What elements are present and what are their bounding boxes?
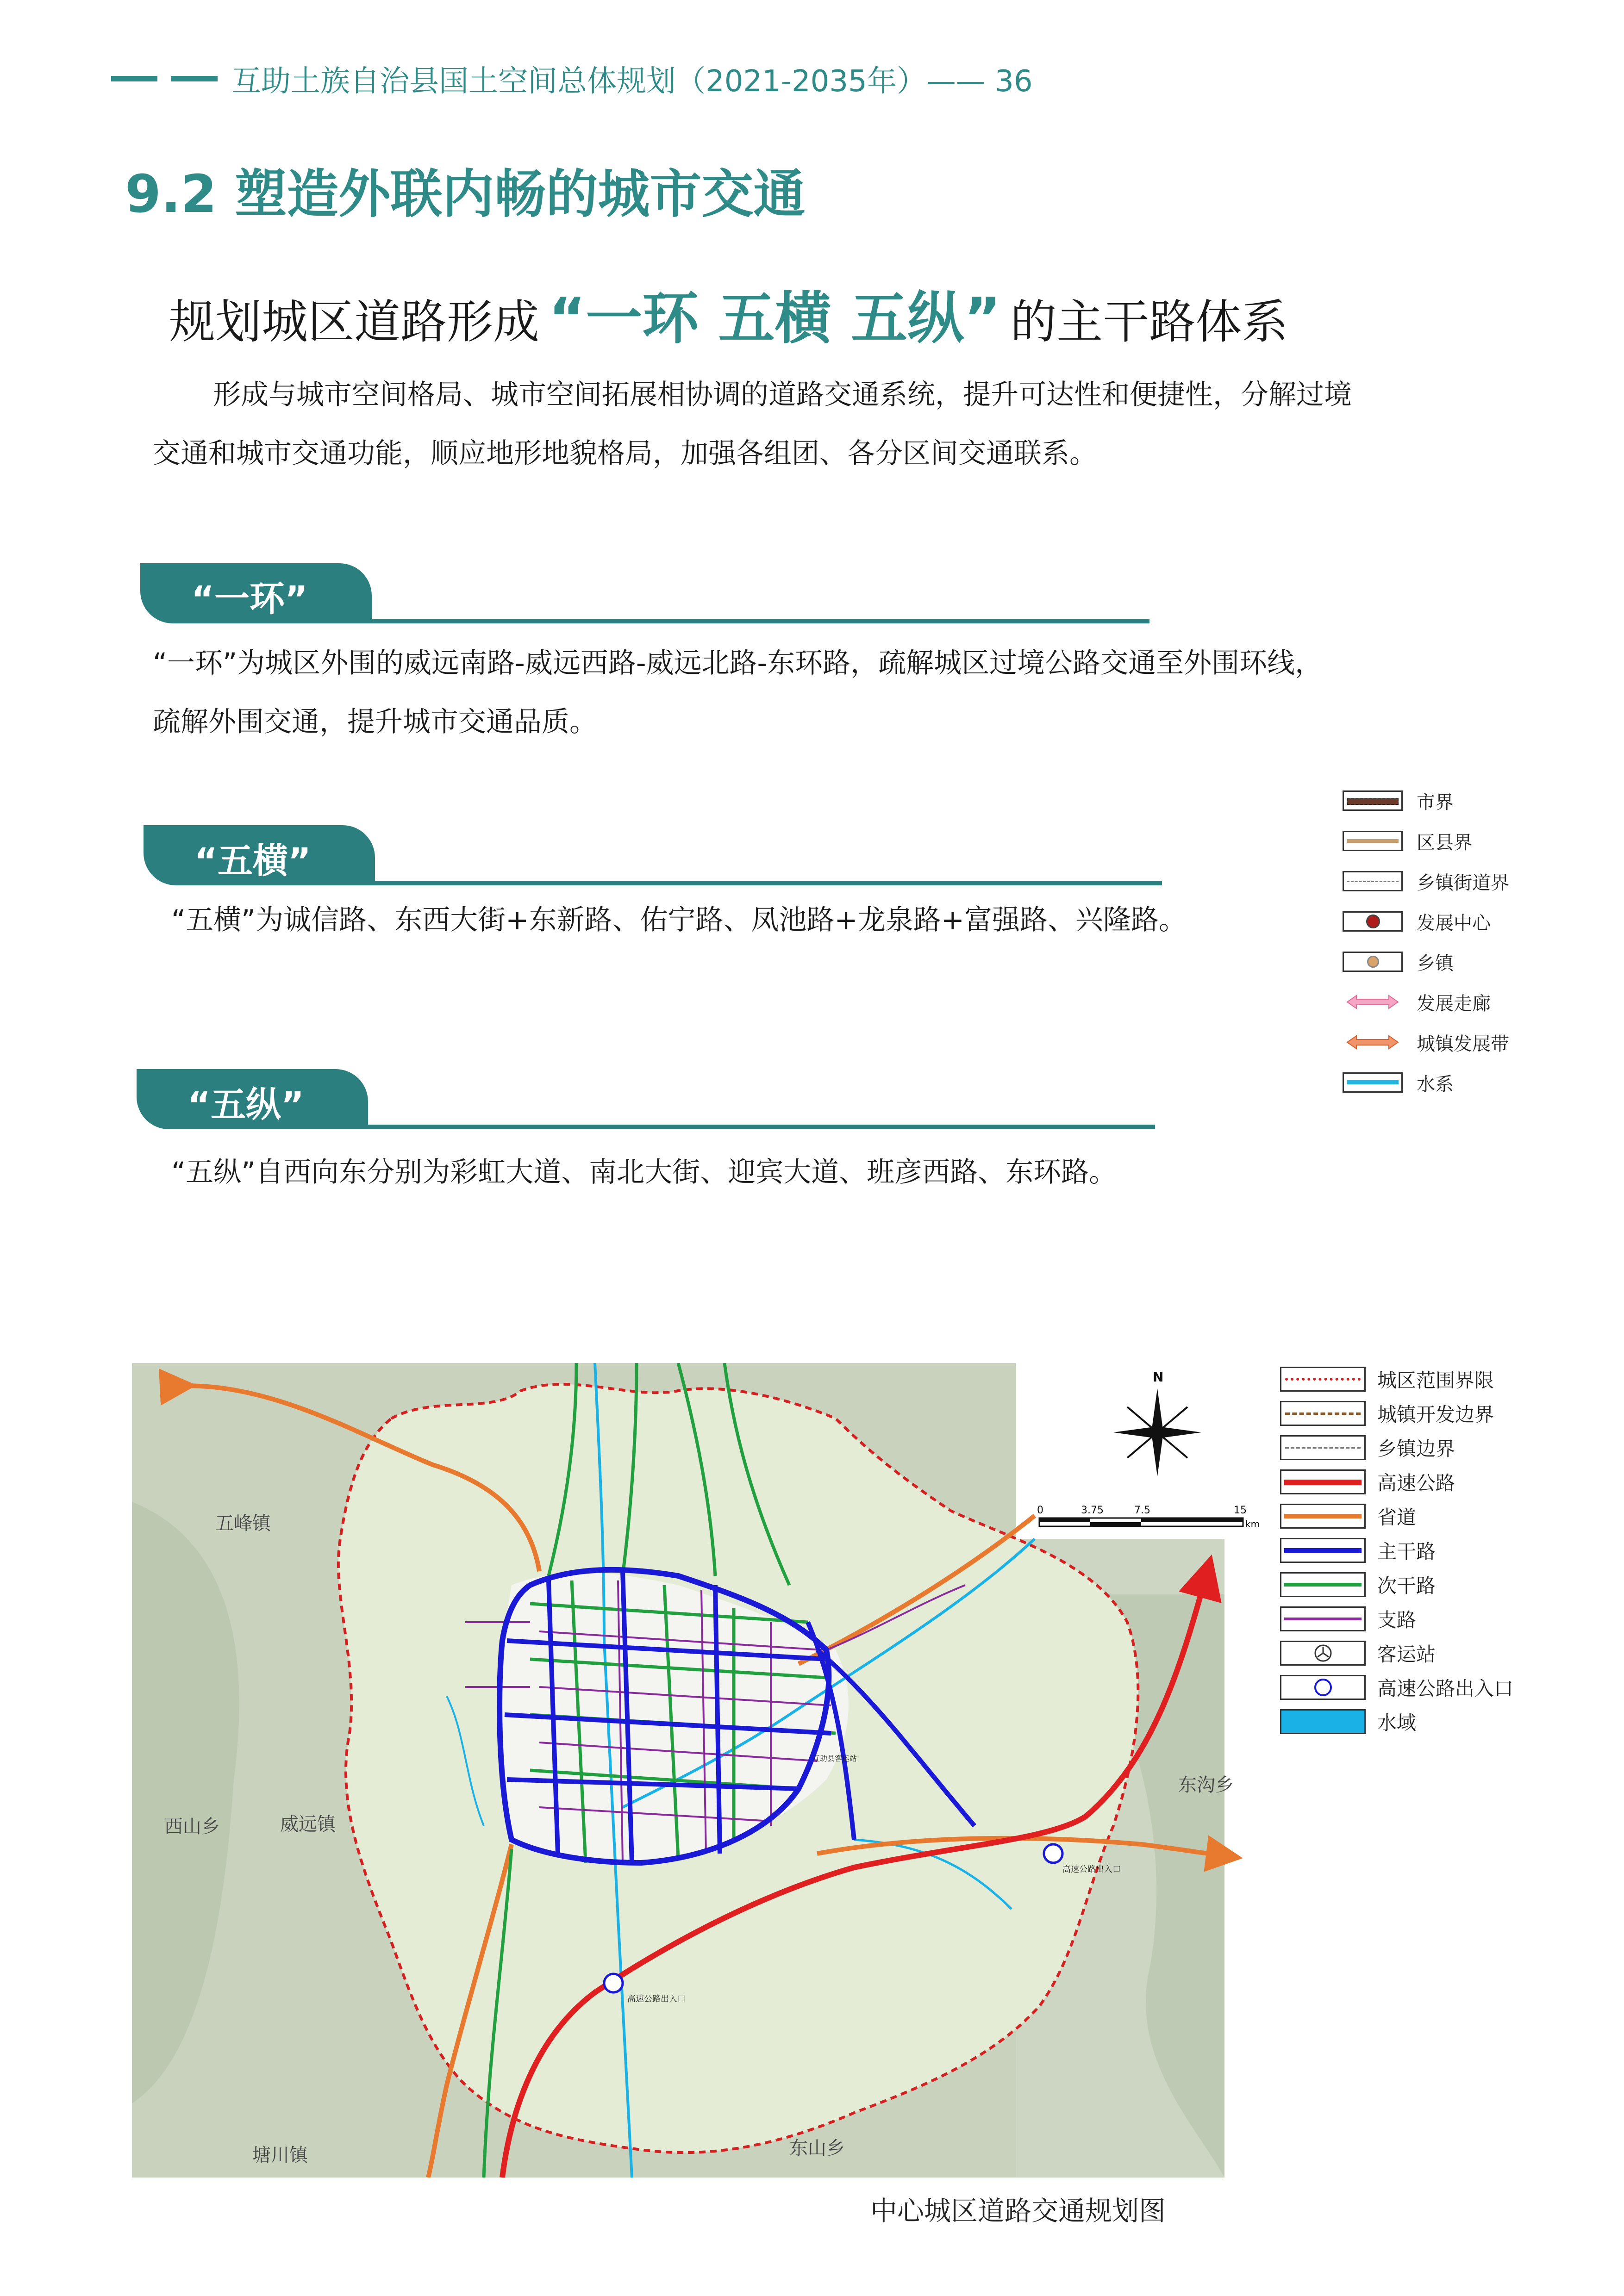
legend-item: 次干路 <box>1280 1568 1436 1601</box>
water-system-swatch <box>1343 1072 1403 1093</box>
urban-boundary-swatch <box>1280 1367 1366 1392</box>
legend-item: 城镇开发边界 <box>1280 1397 1494 1430</box>
legend-item: 乡镇边界 <box>1280 1431 1455 1464</box>
township-icon <box>1343 952 1403 972</box>
section-tab-vertical <box>137 1069 1155 1129</box>
svg-text:km: km <box>1245 1518 1260 1530</box>
ring-line-1: “一环”为城区外围的威远南路-威远西路-威远北路-东环路，疏解城区过境公路交通至外围环线， <box>153 647 1323 679</box>
place-name-xishan: 西山乡 <box>164 1817 220 1837</box>
tab-underline <box>366 881 1162 885</box>
branch-road-swatch <box>1280 1606 1366 1631</box>
legend-item: 城区范围界限 <box>1280 1363 1494 1395</box>
legend-item: 支路 <box>1280 1603 1416 1635</box>
svg-text:0: 0 <box>1037 1505 1043 1516</box>
subtitle-after: 的主干路体系 <box>1010 295 1288 349</box>
vertical-line-1: “五纵”自西向东分别为彩虹大道、南北大街、迎宾大道、班彦西路、东环路。 <box>171 1156 1117 1188</box>
subtitle <box>169 273 1288 354</box>
svg-text:3.75: 3.75 <box>1081 1505 1104 1516</box>
tab-label: “一环” <box>191 578 308 619</box>
expressway-swatch <box>1280 1469 1366 1494</box>
tab-label: “五横” <box>194 840 311 881</box>
legend-item: 乡镇 <box>1343 948 1454 976</box>
expressway-exit-icon-south <box>604 1974 623 1992</box>
county-boundary-swatch <box>1343 831 1403 851</box>
legend-item: 省道 <box>1280 1500 1416 1532</box>
intro-paragraph <box>153 366 1537 483</box>
city-boundary-swatch <box>1343 790 1403 811</box>
expressway-exit-icon <box>1280 1675 1366 1700</box>
bus-station-icon <box>1280 1641 1366 1666</box>
tab-label: “五纵” <box>187 1084 304 1125</box>
place-name-donggou: 东沟乡 <box>1178 1775 1234 1795</box>
header-dash-decoration <box>171 76 218 81</box>
bus-station-label: 互助县客运站 <box>812 1754 857 1763</box>
exit-label-east: 高速公路出入口 <box>1062 1865 1121 1874</box>
development-center-icon <box>1343 911 1403 932</box>
urban-development-belt-icon <box>1343 1032 1403 1052</box>
section-tab-horizontal <box>144 825 1162 885</box>
provincial-road-swatch <box>1280 1504 1366 1529</box>
intro-line-2: 交通和城市交通功能，顺应地形地貌格局，加强各组团、各分区间交通联系。 <box>153 437 1097 470</box>
svg-text:N: N <box>1153 1369 1164 1385</box>
svg-text:15: 15 <box>1234 1505 1247 1516</box>
legend-item: 水域 <box>1280 1705 1416 1738</box>
page-header <box>111 51 1033 106</box>
subtitle-highlight: “一环 五横 五纵” <box>549 286 1001 351</box>
header-title: 互助土族自治县国土空间总体规划（2021-2035年）—— 36 <box>231 64 1033 99</box>
map-caption: 中心城区道路交通规划图 <box>870 2195 1166 2227</box>
legend-item: 主干路 <box>1280 1534 1436 1567</box>
exit-label-south: 高速公路出入口 <box>627 1994 686 2004</box>
map-canvas <box>132 1363 1266 2178</box>
svg-text:7.5: 7.5 <box>1134 1505 1150 1516</box>
tab-underline <box>362 619 1149 623</box>
ring-paragraph <box>153 634 1537 752</box>
vertical-paragraph <box>171 1143 1329 1202</box>
secondary-road-swatch <box>1280 1572 1366 1597</box>
legend-item: 高速公路 <box>1280 1466 1455 1498</box>
legend-item: 高速公路出入口 <box>1280 1671 1513 1704</box>
place-name-tangchuan: 塘川镇 <box>252 2145 308 2165</box>
legend-item: 市界 <box>1343 787 1454 815</box>
legend-item: 发展走廊 <box>1343 988 1491 1016</box>
trunk-road-swatch <box>1280 1538 1366 1563</box>
legend-item: 客运站 <box>1280 1637 1436 1669</box>
horizontal-paragraph <box>171 891 1329 950</box>
place-name-dongshan: 东山乡 <box>789 2138 845 2159</box>
township-border-swatch <box>1280 1435 1366 1460</box>
road-network-map <box>132 1363 1266 2178</box>
section-title: 9.2 塑造外联内畅的城市交通 <box>125 164 806 224</box>
legend-item: 发展中心 <box>1343 908 1491 935</box>
legend-item: 水系 <box>1343 1069 1454 1096</box>
intro-line-1: 形成与城市空间格局、城市空间拓展相协调的道路交通系统，提升可达性和便捷性，分解过境 <box>213 379 1352 411</box>
subtitle-before: 规划城区道路形成 <box>169 295 539 349</box>
section-tab-ring <box>140 563 1149 623</box>
tab-underline <box>359 1125 1155 1129</box>
legend-item: 区县界 <box>1343 827 1472 855</box>
urban-development-boundary-swatch <box>1280 1401 1366 1426</box>
township-boundary-swatch <box>1343 871 1403 891</box>
expressway-exit-icon-east <box>1044 1844 1062 1863</box>
water-area-swatch <box>1280 1709 1366 1734</box>
horizontal-line-1: “五横”为诚信路、东西大街+东新路、佑宁路、凤池路+龙泉路+富强路、兴隆路。 <box>171 904 1187 936</box>
header-dash-decoration <box>111 76 157 81</box>
place-name-weiyuan: 威远镇 <box>280 1814 336 1835</box>
legend-item: 城镇发展带 <box>1343 1028 1509 1056</box>
legend-item: 乡镇街道界 <box>1343 867 1509 895</box>
place-name-wufeng: 五峰镇 <box>215 1513 271 1534</box>
ring-line-2: 疏解外围交通，提升城市交通品质。 <box>153 706 597 738</box>
development-corridor-icon <box>1343 992 1403 1012</box>
